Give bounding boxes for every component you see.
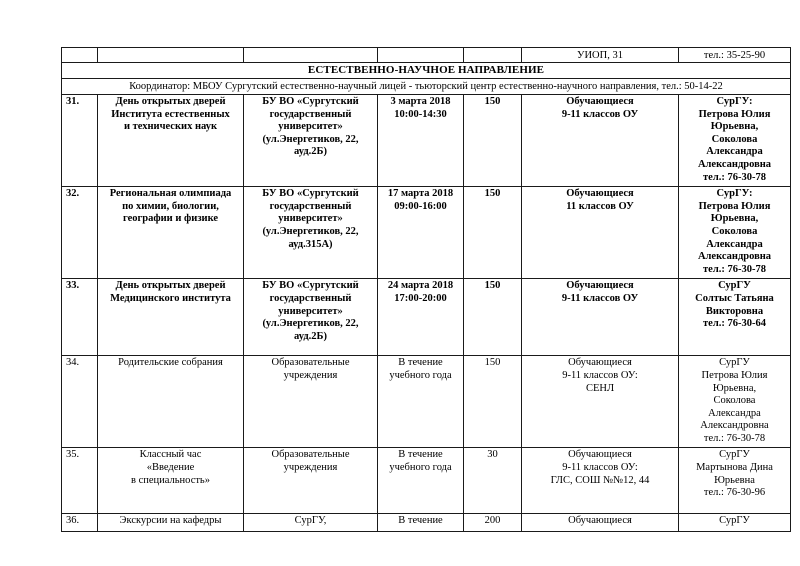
header-blank-row	[62, 48, 791, 63]
cell-audience	[522, 514, 679, 532]
table-row	[62, 95, 791, 187]
cell-line: БУ ВО «Сургутский	[262, 280, 359, 292]
table-row	[62, 514, 791, 532]
cell-line: 3 марта 2018	[390, 96, 451, 107]
cell-line: тел.: 76-30-64	[703, 318, 766, 330]
cell-date	[378, 448, 464, 514]
cell-line: Александровна	[697, 158, 772, 170]
cell-line: Александра	[708, 407, 761, 419]
cell-line: 9-11 классов ОУ:	[562, 462, 638, 474]
cell-count	[464, 279, 522, 356]
cell-line: Петрова Юлия	[698, 200, 771, 212]
cell-line: Александровна	[700, 420, 769, 432]
cell-line: Викторовна	[705, 305, 764, 317]
cell-responsible	[679, 514, 791, 532]
cell-line: государственный	[269, 108, 352, 120]
cell-line: университет»	[278, 121, 343, 133]
cell-line: 32.	[66, 188, 80, 200]
cell-line: В течение	[398, 515, 443, 527]
cell-line: 09:00-16:00	[394, 200, 447, 212]
cell-line: университет»	[278, 213, 343, 225]
cell-line: Обучающиеся	[568, 449, 632, 461]
cell-line: СурГУ	[719, 449, 750, 461]
cell-line: Родительские собрания	[118, 357, 223, 369]
cell-count	[464, 187, 522, 279]
cell-line: 34.	[66, 357, 80, 369]
cell-line: (ул.Энергетиков, 22,	[262, 318, 359, 330]
table-row	[62, 356, 791, 448]
cell-event	[98, 448, 244, 514]
cell-line: 36.	[66, 515, 80, 527]
cell-line: 33.	[66, 280, 80, 292]
cell-line: Солтыс Татьяна	[695, 292, 774, 304]
cell-line: учреждения	[283, 462, 338, 474]
cell-line: 150	[484, 357, 501, 369]
cell-line: Юрьевна,	[712, 382, 757, 394]
header-blank-cell-1	[62, 48, 98, 63]
cell-line: Обучающиеся	[566, 280, 634, 292]
header-blank-cell-3	[244, 48, 378, 63]
cell-line: учреждения	[283, 369, 338, 381]
cell-line: СурГУ:	[716, 96, 753, 107]
cell-line: университет»	[278, 305, 343, 317]
coordinator-text: Координатор: МБОУ Сургутский естественно-научный лицей - тьюторский центр естественно-научного направления, тел.: 50-14-22	[62, 79, 791, 95]
cell-line: Юрьевна,	[710, 121, 759, 133]
cell-line: СурГУ,	[294, 515, 327, 527]
cell-line: по химии, биологии,	[122, 200, 219, 212]
cell-audience	[522, 356, 679, 448]
table-row	[62, 279, 791, 356]
cell-place	[244, 279, 378, 356]
cell-place	[244, 95, 378, 187]
cell-line: 200	[484, 515, 501, 527]
cell-line: Экскурсии на кафедры	[119, 515, 222, 527]
cell-line: Обучающиеся	[566, 96, 634, 107]
cell-date	[378, 514, 464, 532]
cell-line: и технических наук	[123, 121, 218, 133]
cell-line: Александровна	[697, 251, 772, 263]
cell-place	[244, 356, 378, 448]
cell-line: 31.	[66, 96, 80, 107]
header-blank-cell-4	[378, 48, 464, 63]
cell-count	[464, 514, 522, 532]
data-rows-body	[62, 95, 791, 532]
cell-line: «Введение	[146, 462, 195, 474]
cell-line: (ул.Энергетиков, 22,	[262, 133, 359, 145]
table-row	[62, 187, 791, 279]
cell-event	[98, 279, 244, 356]
header-phone: тел.: 35-25-90	[679, 48, 791, 63]
cell-line: Петрова Юлия	[701, 369, 768, 381]
cell-line: ауд.2Б)	[294, 146, 327, 158]
cell-line: Медицинского института	[110, 292, 231, 304]
cell-date	[378, 187, 464, 279]
cell-place	[244, 448, 378, 514]
cell-line: Мартынова Дина	[696, 462, 773, 474]
section-title-row	[62, 63, 791, 79]
cell-audience	[522, 95, 679, 187]
cell-line: Александра	[706, 238, 763, 250]
cell-line: 9-11 классов ОУ	[561, 292, 639, 304]
cell-line: В течение	[398, 449, 443, 461]
cell-line: учебного года	[389, 369, 452, 381]
cell-line: тел.: 76-30-78	[703, 263, 766, 275]
cell-line: В течение	[398, 357, 443, 369]
cell-line: 150	[484, 280, 501, 292]
cell-line: Региональная олимпиада	[109, 188, 232, 200]
cell-line: тел.: 76-30-78	[703, 171, 766, 183]
cell-line: географии и физике	[122, 213, 219, 225]
cell-line: Соколова	[713, 395, 756, 407]
cell-line: Александра	[706, 146, 763, 158]
cell-responsible	[679, 356, 791, 448]
cell-count	[464, 95, 522, 187]
cell-line: (ул.Энергетиков, 22,	[262, 225, 359, 237]
section-title: ЕСТЕСТВЕННО-НАУЧНОЕ НАПРАВЛЕНИЕ	[62, 63, 791, 79]
cell-line: 30	[487, 449, 498, 461]
cell-audience	[522, 448, 679, 514]
cell-line: ауд.2Б)	[294, 330, 327, 342]
cell-line: в специальность»	[131, 474, 210, 486]
cell-responsible	[679, 95, 791, 187]
cell-line: СурГУ	[718, 280, 751, 292]
cell-number	[62, 279, 98, 356]
cell-line: 9-11 классов ОУ:	[562, 369, 638, 381]
cell-line: СЕНЛ	[585, 382, 615, 394]
header-blank-cell-2	[98, 48, 244, 63]
cell-responsible	[679, 448, 791, 514]
cell-date	[378, 279, 464, 356]
cell-line: Соколова	[711, 225, 758, 237]
cell-line: учебного года	[389, 462, 452, 474]
cell-audience	[522, 279, 679, 356]
cell-event	[98, 187, 244, 279]
cell-number	[62, 514, 98, 532]
cell-responsible	[679, 279, 791, 356]
cell-line: ауд.315А)	[288, 238, 333, 250]
cell-event	[98, 356, 244, 448]
cell-line: 150	[484, 96, 501, 107]
cell-line: СурГУ	[719, 357, 750, 369]
cell-line: 11 классов ОУ	[566, 200, 634, 212]
cell-line: СурГУ:	[716, 188, 753, 200]
cell-line: Классный час	[139, 449, 202, 461]
cell-line: Обучающиеся	[568, 357, 632, 369]
cell-line: Юрьевна,	[710, 213, 759, 225]
cell-event	[98, 95, 244, 187]
cell-place	[244, 187, 378, 279]
cell-line: Образовательные	[271, 357, 350, 369]
header-blank-cell-5	[464, 48, 522, 63]
cell-line: 9-11 классов ОУ	[561, 108, 639, 120]
cell-line: Обучающиеся	[566, 188, 634, 200]
cell-line: БУ ВО «Сургутский	[262, 188, 359, 200]
cell-number	[62, 356, 98, 448]
cell-number	[62, 95, 98, 187]
schedule-table	[61, 47, 791, 532]
cell-line: Петрова Юлия	[698, 108, 771, 120]
cell-line: тел.: 76-30-78	[703, 432, 766, 444]
cell-line: СурГУ	[719, 515, 750, 527]
cell-event	[98, 514, 244, 532]
cell-date	[378, 356, 464, 448]
cell-audience	[522, 187, 679, 279]
cell-line: Института естественных	[111, 108, 230, 120]
cell-line: День открытых дверей	[115, 96, 226, 107]
cell-line: ГЛС, СОШ №№12, 44	[550, 474, 650, 486]
cell-line: государственный	[269, 292, 352, 304]
table-row	[62, 448, 791, 514]
cell-line: Обучающиеся	[568, 515, 632, 527]
cell-count	[464, 356, 522, 448]
cell-line: Образовательные	[271, 449, 350, 461]
cell-line: Соколова	[711, 133, 758, 145]
cell-count	[464, 448, 522, 514]
coordinator-row	[62, 79, 791, 95]
cell-line: тел.: 76-30-96	[703, 487, 766, 499]
cell-date	[378, 95, 464, 187]
cell-line: 17 марта 2018	[387, 188, 454, 200]
cell-number	[62, 187, 98, 279]
cell-line: государственный	[269, 200, 352, 212]
cell-line: 24 марта 2018	[387, 280, 454, 292]
header-location: УИОП, 31	[522, 48, 679, 63]
cell-line: Юрьевна	[714, 474, 755, 486]
cell-line: 10:00-14:30	[394, 108, 447, 120]
cell-place	[244, 514, 378, 532]
cell-line: БУ ВО «Сургутский	[262, 96, 359, 107]
table-body	[62, 48, 791, 95]
cell-line: 150	[484, 188, 501, 200]
cell-responsible	[679, 187, 791, 279]
cell-line: День открытых дверей	[115, 280, 226, 292]
cell-line: 17:00-20:00	[394, 292, 447, 304]
cell-number	[62, 448, 98, 514]
cell-line: 35.	[66, 449, 80, 461]
